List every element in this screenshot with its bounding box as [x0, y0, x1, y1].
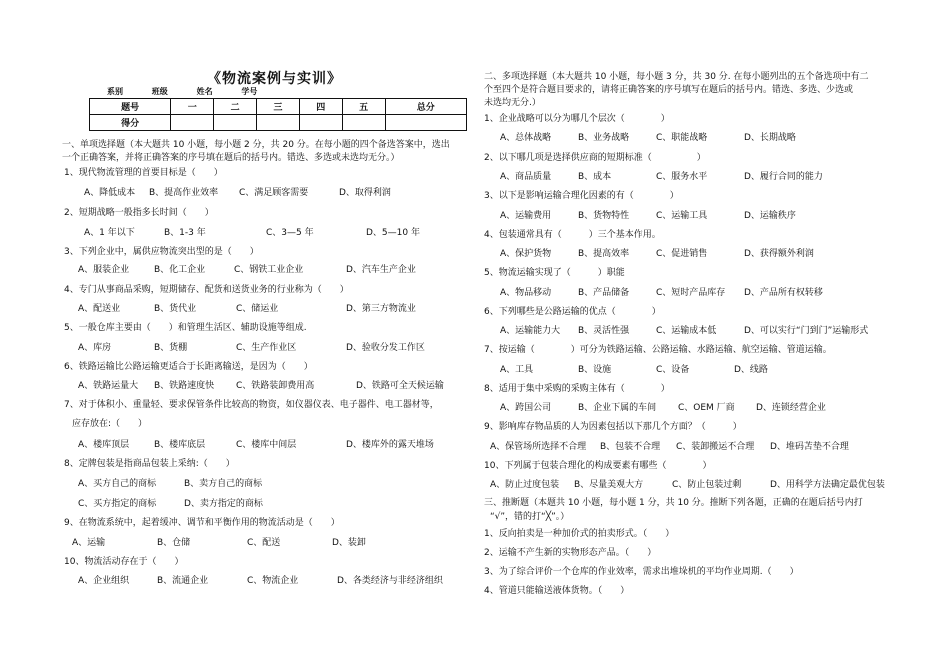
option: A、买方自己的商标	[78, 479, 157, 489]
mc-question-4-options	[500, 249, 814, 260]
option: C、钢铁工业企业	[234, 265, 304, 275]
option: D、各类经济与非经济组织	[337, 576, 443, 586]
option: B、设施	[578, 365, 612, 375]
option: A、运输费用	[500, 211, 552, 221]
judgement-4: 4、管道只能输送液体货物。（ ）	[484, 586, 630, 596]
score-header-cell: 二	[214, 99, 257, 115]
question-5: 5、一般仓库主要由（ ）和管理生活区、辅助设施等组成.	[64, 323, 307, 333]
option: D、5—10 年	[366, 228, 420, 238]
mc-question-2-options	[500, 172, 823, 183]
option: B、尽量美观大方	[574, 480, 644, 490]
question-1-options	[84, 188, 391, 199]
score-cell[interactable]	[385, 115, 466, 131]
option: C、铁路装卸费用高	[236, 381, 315, 391]
score-row-label: 得分	[90, 115, 171, 131]
option: C、物流企业	[247, 576, 299, 586]
score-cell[interactable]	[214, 115, 257, 131]
question-2: 2、短期战略一般指多长时间（ ）	[64, 208, 214, 218]
question-7-options	[78, 440, 434, 451]
option: B、卖方自己的商标	[184, 479, 263, 489]
question-5-options	[78, 343, 425, 354]
question-2-options	[84, 228, 420, 239]
option: A、物品移动	[500, 288, 552, 298]
question-7-cont: 应存放在:（ ）	[72, 419, 148, 429]
question-1: 1、现代物流管理的首要目标是（ ）	[64, 168, 223, 178]
option: C、生产作业区	[236, 343, 297, 353]
question-7: 7、对于体积小、重量轻、要求保管条件比较高的物资，如仪器仪表、电子器件、电工器材等，	[64, 400, 439, 410]
question-9-options	[72, 538, 366, 549]
section2-instructions: 未选均无分.）	[484, 98, 541, 108]
student-info	[107, 86, 283, 97]
score-header-cell: 总分	[385, 99, 466, 115]
question-4: 4、专门从事商品采购，短期储存、配货和送货业务的行业称为（ ）	[64, 285, 349, 295]
option: A、企业组织	[78, 576, 130, 586]
option: D、装卸	[332, 538, 366, 548]
option: B、仓储	[157, 538, 191, 548]
score-header-cell: 五	[342, 99, 385, 115]
option: C、满足顾客需要	[239, 188, 309, 198]
option: C、促进销售	[656, 249, 708, 259]
score-header-row	[90, 99, 467, 115]
question-8-options-row2	[78, 499, 263, 510]
meta-student-id: 学号	[241, 87, 258, 96]
mc-question-5: 5、物流运输实现了（ ）职能	[484, 268, 625, 278]
option: C、楼库中间层	[236, 440, 297, 450]
question-8: 8、定牌包装是指商品包装上采纳:（ ）	[64, 459, 235, 469]
option: D、可以实行“门到门”运输形式	[744, 326, 869, 336]
mc-question-3: 3、以下是影响运输合理化因素的有（ ）	[484, 191, 679, 201]
option: B、楼库底层	[154, 440, 206, 450]
option: A、跨国公司	[500, 403, 552, 413]
option: D、长期战略	[744, 133, 796, 143]
option: C、设备	[656, 365, 690, 375]
mc-question-8-options	[500, 403, 826, 414]
meta-name: 姓名	[196, 87, 213, 96]
option: D、第三方物流业	[346, 304, 416, 314]
section2-instructions: 个至四个是符合题目要求的，请将正确答案的序号填写在题后的括号内。错选、多选、少选或	[484, 85, 854, 95]
option: B、产品储备	[578, 288, 630, 298]
question-10: 10、物流活动存在于（ ）	[64, 557, 184, 567]
option: A、库房	[78, 343, 112, 353]
judgement-3: 3、为了综合评价一个仓库的作业效率，需求出堆垛机的平均作业周期.（ ）	[484, 567, 799, 577]
option: C、运输成本低	[656, 326, 717, 336]
score-cell[interactable]	[299, 115, 342, 131]
judgement-2: 2、运输不产生新的实物形态产品。（ ）	[484, 548, 657, 558]
option: A、总体战略	[500, 133, 552, 143]
option: A、运输	[72, 538, 106, 548]
mc-question-8: 8、适用于集中采购的采购主体有（ ）	[484, 384, 670, 394]
option: A、商品质量	[500, 172, 552, 182]
option: B、1-3 年	[164, 228, 206, 238]
mc-question-9: 9、影响库存物品质的人为因素包括以下那几个方面？（ ）	[484, 422, 742, 432]
option: C、OEM 厂商	[678, 403, 735, 413]
option: B、货物特性	[578, 211, 630, 221]
mc-question-6-options	[500, 326, 868, 337]
score-header-cell: 四	[299, 99, 342, 115]
option: D、运输秩序	[744, 211, 796, 221]
mc-question-6: 6、下列哪些是公路运输的优点（ ）	[484, 307, 661, 317]
option: B、灵活性强	[578, 326, 630, 336]
score-cell[interactable]	[257, 115, 300, 131]
option: D、获得额外利润	[744, 249, 814, 259]
option: C、服务水平	[656, 172, 708, 182]
option: C、买方指定的商标	[78, 499, 157, 509]
mc-question-3-options	[500, 211, 796, 222]
section3-instructions: 三、推断题（本题共 10 小题，每小题 1 分，共 10 分。推断下列各题，正确的在题后括号内打	[484, 498, 863, 508]
question-6-options	[78, 381, 444, 392]
option: D、铁路可全天候运输	[356, 381, 444, 391]
mc-question-2: 2、以下哪几项是选择供应商的短期标准（ ）	[484, 153, 706, 163]
option: D、汽车生产企业	[346, 265, 416, 275]
mc-question-5-options	[500, 288, 823, 299]
option: A、1 年以下	[84, 228, 135, 238]
option: A、楼库顶层	[78, 440, 130, 450]
option: A、配送业	[78, 304, 121, 314]
section3-instructions: “√”，错的打“╳”。）	[490, 512, 570, 522]
question-4-options	[78, 304, 416, 315]
option: D、楼库外的露天堆场	[346, 440, 434, 450]
section2-instructions: 二、多项选择题（本大题共 10 小题，每小题 3 分，共 30 分. 在每小题列出的五个备选项中有二	[484, 72, 869, 82]
mc-question-7-options	[500, 365, 768, 376]
option: D、堆码苫垫不合理	[770, 442, 849, 452]
option: D、卖方指定的商标	[184, 499, 263, 509]
judgement-1: 1、反向拍卖是一种加价式的拍卖形式。（ ）	[484, 529, 675, 539]
option: C、防止包装过剩	[672, 480, 742, 490]
mc-question-1-options	[500, 133, 796, 144]
score-header-cell: 三	[257, 99, 300, 115]
option: B、业务战略	[578, 133, 630, 143]
option: B、提高效率	[578, 249, 630, 259]
option: A、降低成本	[84, 188, 136, 198]
option: B、成本	[578, 172, 612, 182]
option: A、铁路运量大	[78, 381, 139, 391]
option: D、用科学方法确定最优包装	[770, 480, 885, 490]
option: C、3—5 年	[266, 228, 314, 238]
question-8-options-row1	[78, 479, 262, 490]
option: D、验收分发工作区	[346, 343, 425, 353]
option: A、运输能力大	[500, 326, 561, 336]
meta-department: 系别	[107, 87, 123, 96]
option: A、保管场所选择不合理	[490, 442, 587, 452]
option: B、包装不合理	[600, 442, 661, 452]
option: C、装卸搬运不合理	[676, 442, 755, 452]
mc-question-10: 10、下列属于包装合理化的构成要素有哪些（ ）	[484, 461, 712, 471]
mc-question-4: 4、包装通常具有（ ）三个基本作用。	[484, 230, 661, 240]
score-cell[interactable]	[171, 115, 214, 131]
option: C、职能战略	[656, 133, 708, 143]
question-3-options	[78, 265, 416, 276]
option: A、保护货物	[500, 249, 552, 259]
question-9: 9、在物流系统中，起着缓冲、调节和平衡作用的物流活动是（ ）	[64, 518, 340, 528]
score-cell[interactable]	[342, 115, 385, 131]
question-6: 6、铁路运输比公路运输更适合于长距离输送，是因为（ ）	[64, 362, 313, 372]
option: C、储运业	[236, 304, 279, 314]
score-header-cell: 一	[171, 99, 214, 115]
option: C、配送	[247, 538, 281, 548]
option: B、铁路速度快	[154, 381, 215, 391]
section1-instructions: 一、单项选择题（本大题共 10 小题，每小题 2 分，共 20 分。在每小题的四个备选答案中，选出	[62, 140, 450, 150]
option: A、服装企业	[78, 265, 130, 275]
option: D、线路	[734, 365, 768, 375]
score-header-cell: 题号	[90, 99, 171, 115]
option: B、货代业	[154, 304, 197, 314]
mc-question-10-options	[490, 480, 885, 491]
option: B、货棚	[154, 343, 188, 353]
option: A、工具	[500, 365, 534, 375]
mc-question-9-options	[490, 442, 849, 453]
option: B、化工企业	[154, 265, 206, 275]
question-10-options	[78, 576, 443, 587]
score-table	[89, 98, 467, 131]
question-3: 3、下列企业中，属供应物流突出型的是（ ）	[64, 247, 259, 257]
exam-title: 《物流案例与实训》	[207, 71, 342, 87]
score-value-row	[90, 115, 467, 131]
option: D、履行合同的能力	[744, 172, 823, 182]
section1-instructions: 一个正确答案，并将正确答案的序号填在题后的括号内。错选、多选或未选均无分。）	[62, 153, 400, 163]
option: C、运输工具	[656, 211, 708, 221]
option: B、流通企业	[157, 576, 209, 586]
option: D、取得利润	[339, 188, 391, 198]
option: D、连锁经营企业	[756, 403, 826, 413]
option: C、短时产品库存	[656, 288, 726, 298]
mc-question-1: 1、企业战略可以分为哪几个层次（ ）	[484, 114, 670, 124]
option: D、产品所有权转移	[744, 288, 823, 298]
option: B、提高作业效率	[149, 188, 219, 198]
option: B、企业下属的车间	[578, 403, 657, 413]
mc-question-7: 7、按运输（ ）可分为铁路运输、公路运输、水路运输、航空运输、管道运输。	[484, 345, 832, 355]
option: A、防止过度包装	[490, 480, 560, 490]
meta-class: 班级	[151, 87, 168, 96]
